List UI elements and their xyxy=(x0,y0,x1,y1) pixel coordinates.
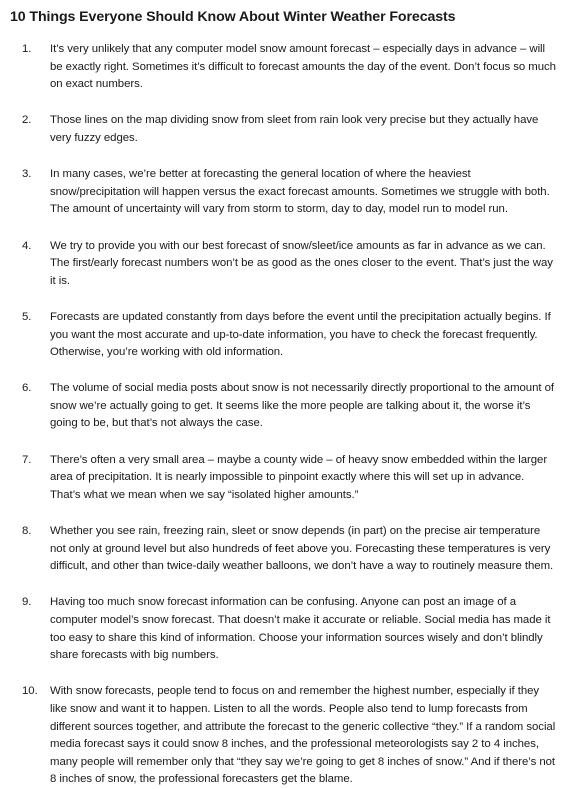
list-item-text: In many cases, we’re better at forecasting the general location of where the heaviest snow/precipitation will happen versus the exact forecast amounts. Sometimes we struggle with both. The amount of uncertainty will vary from storm to storm, day to day, model run to model run. xyxy=(50,168,550,216)
list-item xyxy=(10,112,564,147)
document-title: 10 Things Everyone Should Know About Winter Weather Forecasts xyxy=(10,9,456,25)
list-item-number: 4. xyxy=(22,239,32,252)
list-item xyxy=(10,594,564,664)
list-item-text: Having too much snow forecast information can be confusing. Anyone can post an image of a computer model’s snow forecast. That doesn’t make it accurate or reliable. Social media has made it too easy to share this kind of information. Choose your information sources wisely and don’t blindly share forecasts with big numbers. xyxy=(50,596,551,662)
list-item xyxy=(10,166,564,219)
list-item-text: Those lines on the map dividing snow from sleet from rain look very precise but they actually have very fuzzy edges. xyxy=(50,114,539,144)
list-item xyxy=(10,683,564,789)
list-item-number: 6. xyxy=(22,382,32,395)
list-item-number: 7. xyxy=(22,453,32,466)
list-item-number: 10. xyxy=(22,685,38,698)
list-item-text: There’s often a very small area – maybe a county wide – of heavy snow embedded within the larger area of precipitation. It is nearly impossible to pinpoint exactly where this will set up in advance. That’s what we mean when we say “isolated higher amounts.” xyxy=(50,453,548,501)
list-item-number: 1. xyxy=(22,43,32,55)
list-item-text: The volume of social media posts about snow is not necessarily directly proportional to the amount of snow we’re actually going to get. It seems like the more people are talking about it, the worse it’s going to be, but that’s not always the case. xyxy=(50,382,554,430)
list-item xyxy=(10,309,564,362)
list-item-number: 9. xyxy=(22,596,32,609)
list-item-number: 8. xyxy=(22,525,32,538)
list-item-number: 2. xyxy=(22,114,32,127)
list-item xyxy=(10,238,564,291)
list-item-text: Forecasts are updated constantly from days before the event until the precipitation actually begins. If you want the most accurate and up-to-date information, you have to check the forecast frequently. Otherwise, you’re working with old information. xyxy=(50,310,551,359)
list-item-text: With snow forecasts, people tend to focus on and remember the highest number, especially if they like snow and want it to happen. Listen to all the words. People also tend to lump forecasts from different sources together, and attribute the forecast to the generic collective “they.” If a random social media forecast says it could snow 8 inches, and the professional meteorologists say 2 to 4 inches, many people will remember only that “they say we’re going to get 8 inches of snow.” And if there’s not 8 inches of snow, the professional forecasters get the blame. xyxy=(50,685,556,786)
list-item xyxy=(10,452,564,505)
list-item-text: We try to provide you with our best forecast of snow/sleet/ice amounts as far in advance as we can. The first/early forecast numbers won’t be as good as the ones closer to the event. That’s just the way it is. xyxy=(50,239,553,287)
list-item-number: 3. xyxy=(22,168,32,181)
list-item-number: 5. xyxy=(22,310,32,323)
list-item xyxy=(10,41,564,94)
list-item-text: Whether you see rain, freezing rain, sleet or snow depends (in part) on the precise air temperature not only at ground level but also hundreds of feet above you. Forecasting these temperatures is very difficult, and other than twice-daily weather balloons, we don’t have a way to routinely measure them. xyxy=(50,525,554,573)
numbered-list xyxy=(10,41,564,789)
list-item-text: It’s very unlikely that any computer model snow amount forecast – especially days in advance – will be exactly right. Sometimes it’s difficult to forecast amounts the day of the event. Don’t focus so much on exact numbers. xyxy=(50,43,556,91)
list-item xyxy=(10,380,564,433)
list-item xyxy=(10,523,564,576)
